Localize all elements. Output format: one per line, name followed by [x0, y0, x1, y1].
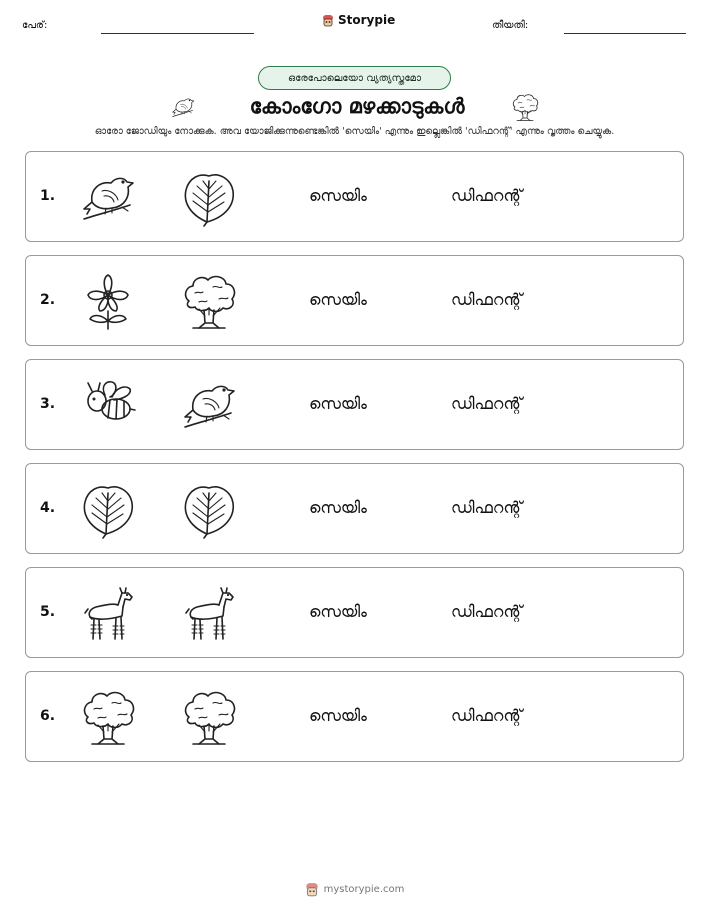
leaf-icon — [179, 479, 239, 539]
question-row — [25, 671, 684, 762]
flower-icon — [78, 271, 138, 331]
different-option[interactable]: ഡിഫറന്റ് — [451, 498, 523, 517]
question-row — [25, 463, 684, 554]
question-number: 1. — [40, 188, 56, 204]
question-row — [25, 567, 684, 658]
tree-icon — [179, 687, 239, 747]
brand-logo — [322, 13, 395, 27]
same-option[interactable]: സെയിം — [309, 706, 367, 725]
storypie-mascot-icon — [322, 14, 334, 27]
question-number: 4. — [40, 500, 56, 516]
bird-icon — [179, 375, 239, 435]
date-input-line[interactable] — [564, 33, 686, 34]
different-option[interactable]: ഡിഫറന്റ് — [451, 290, 523, 309]
different-option[interactable]: ഡിഫറന്റ് — [451, 706, 523, 725]
page-title: കോംഗോ മഴക്കാടുകൾ — [249, 94, 465, 118]
different-option[interactable]: ഡിഫറന്റ് — [451, 602, 523, 621]
same-option[interactable]: സെയിം — [309, 602, 367, 621]
title-row — [0, 92, 709, 122]
same-option[interactable]: സെയിം — [309, 394, 367, 413]
question-row — [25, 151, 684, 242]
bird-icon — [168, 94, 198, 120]
leaf-icon — [78, 479, 138, 539]
tree-icon — [78, 687, 138, 747]
question-row — [25, 359, 684, 450]
instructions: ഓരോ ജോഡിയും നോക്കുക. അവ യോജിക്കുന്നുണ്ടെങ്കിൽ 'സെയിം' എന്നും ഇല്ലെങ്കിൽ 'ഡിഫറന്റ്' എന്നും വൃത്തം ചെയ്യുക. — [94, 126, 615, 137]
brand-name: Storypie — [338, 13, 396, 27]
question-number: 3. — [40, 396, 56, 412]
question-number: 6. — [40, 708, 56, 724]
footer-site-link[interactable]: mystorypie.com — [323, 883, 405, 895]
same-option[interactable]: സെയിം — [309, 290, 367, 309]
question-number: 5. — [40, 604, 56, 620]
different-option[interactable]: ഡിഫറന്റ് — [451, 186, 523, 205]
question-row — [25, 255, 684, 346]
okapi-icon — [78, 583, 138, 643]
name-input-line[interactable] — [101, 33, 254, 34]
tree-icon — [179, 271, 239, 331]
storypie-mascot-icon — [305, 882, 319, 897]
topic-badge: ഒരേപോലെയോ വ്യത്യസ്തമോ — [258, 66, 451, 90]
question-number: 2. — [40, 292, 56, 308]
date-label: തീയതി: — [492, 20, 529, 31]
bird-icon — [78, 167, 138, 227]
same-option[interactable]: സെയിം — [309, 498, 367, 517]
different-option[interactable]: ഡിഫറന്റ് — [451, 394, 523, 413]
okapi-icon — [179, 583, 239, 643]
same-option[interactable]: സെയിം — [309, 186, 367, 205]
footer — [0, 879, 709, 899]
tree-icon — [509, 92, 541, 122]
name-label: പേര്: — [22, 20, 48, 31]
worksheet-header — [0, 0, 709, 50]
leaf-icon — [179, 167, 239, 227]
bee-icon — [78, 375, 138, 435]
